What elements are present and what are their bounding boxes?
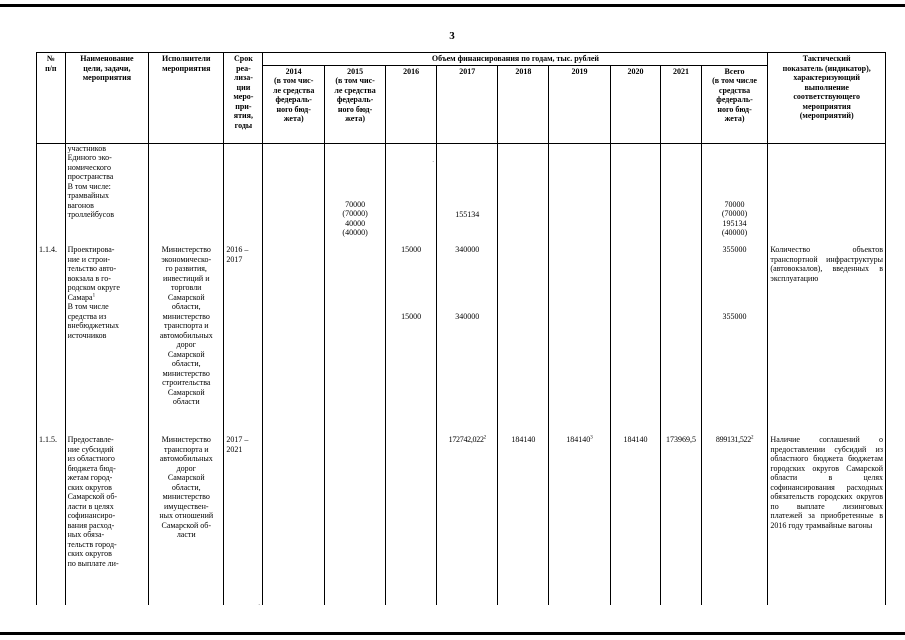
header-executors: Исполнители мероприятия: [149, 53, 224, 144]
header-num: № п/п: [37, 53, 66, 144]
scan-speck: ·: [258, 601, 261, 609]
row-cont-total: 70000 (70000) 195134 (40000): [701, 143, 768, 245]
row-115-2018: 184140: [498, 435, 549, 605]
row-115-term: 2017 – 2021: [224, 435, 263, 605]
row-114-name: Проектирова- ние и строи- тельство авто- вокзала в го- родском округе Самара$^1$ В том числе средства из внебюджетных источников: [65, 245, 149, 435]
header-year-2020: 2020: [610, 65, 661, 143]
header-year-2016: 2016: [386, 65, 437, 143]
row-115-2019: 184140$^3$: [549, 435, 610, 605]
row-115-2017: 172742,022$^2$: [437, 435, 498, 605]
row-114-num: 1.1.4.: [37, 245, 66, 435]
header-year-2021: 2021: [661, 65, 701, 143]
table-row: [37, 435, 886, 605]
bottom-border-rule: [0, 632, 905, 635]
header-year-2017: 2017: [437, 65, 498, 143]
row-cont-name: участников Единого эко- номического пространства В том числе: трамвайных вагонов троллейбусов: [65, 143, 149, 245]
header-name: Наименование цели, задачи, мероприятия: [65, 53, 149, 144]
page-number: 3: [449, 30, 455, 42]
row-115-2020: 184140: [610, 435, 661, 605]
header-term: Срок реа- лиза- ции меро- при- ятия, годы: [224, 53, 263, 144]
row-115-total: 899131,522$^2$: [701, 435, 768, 605]
header-year-2015: 2015 (в том чис- ле средства федераль- ного бюд- жета): [324, 65, 385, 143]
table-row: [37, 143, 886, 245]
header-year-2019: 2019: [549, 65, 610, 143]
financing-table: [36, 52, 886, 605]
row-115-2021: 173969,5: [661, 435, 701, 605]
top-border-rule: [0, 4, 905, 7]
row-115-executors: Министерство транспорта и автомобильных дорог Самарской области, министерство имуществен- ных отношений Самарской об- ласти: [149, 435, 224, 605]
row-114-2016: 15000 15000: [386, 245, 437, 435]
row-cont-2017: 155134: [437, 143, 498, 245]
row-114-indicator: Количество объектов транспортной инфраструктуры (автовокзалов), введенных в эксплуатацию: [768, 245, 886, 435]
row-115-name: Предоставле- ние субсидий из областного бюджета бюд- жетам город- ских округов Самарской об- ласти в целях софинансиро- вания расход- ных обяза- тельств город- ских округов по выплате ли-: [65, 435, 149, 605]
row-114-term: 2016 – 2017: [224, 245, 263, 435]
row-114-total: 355000 355000: [701, 245, 768, 435]
header-financing: Объем финансирования по годам, тыс. рублей: [263, 53, 768, 66]
scan-speck: ·: [432, 158, 435, 166]
header-year-2014: 2014 (в том чис- ле средства федераль- ного бюд- жета): [263, 65, 324, 143]
row-115-num: 1.1.5.: [37, 435, 66, 605]
table-row: [37, 245, 886, 435]
row-114-2017: 340000 340000: [437, 245, 498, 435]
header-year-2018: 2018: [498, 65, 549, 143]
row-114-executors: Министерство экономическо- го развития, инвестиций и торговли Самарской области, министерство транспорта и автомобильных дорог Самарской области, министерство строительства Самарской области: [149, 245, 224, 435]
header-total: Всего (в том числе средства федераль- ного бюд- жета): [701, 65, 768, 143]
row-115-indicator: Наличие соглашений о предоставлении субсидий из областного бюджета бюджетам городских округов Самарской области в целях софинансирования расходных обязательств городских округов по выплате лизинговых платежей за приобретенные в 2016 году трамвайные вагоны: [768, 435, 886, 605]
header-indicator: Тактический показатель (индикатор), характеризующий выполнение соответствующего мероприятия (мероприятий): [768, 53, 886, 144]
row-cont-2015: 70000 (70000) 40000 (40000): [324, 143, 385, 245]
